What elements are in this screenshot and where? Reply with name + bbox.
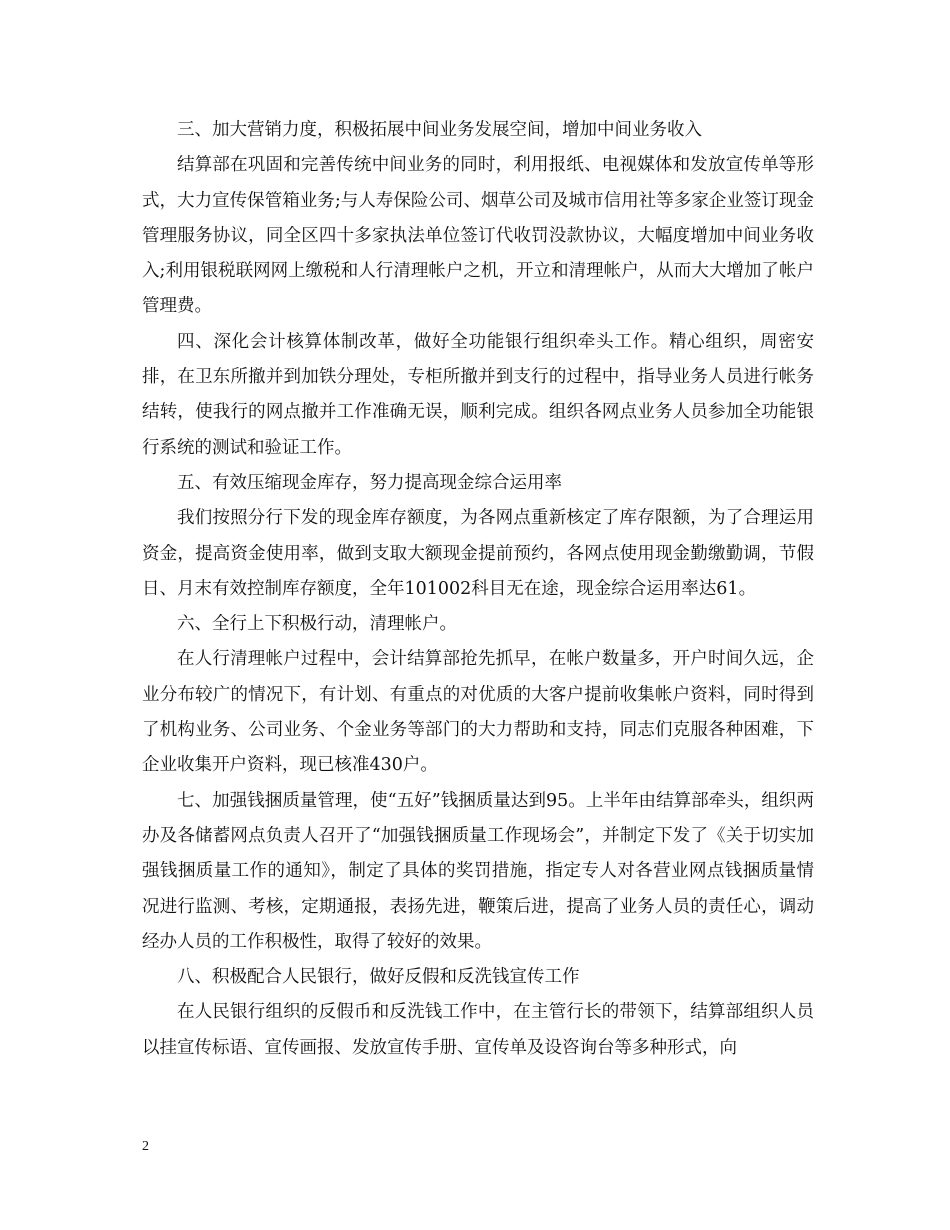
paragraph: 结算部在巩固和完善传统中间业务的同时，利用报纸、电视媒体和发放宣传单等形式，大力宣传保管箱业务;与人寿保险公司、烟草公司及城市信用社等多家企业签订现金管理服务协议，同全区四十多家执法单位签订代收罚没款协议，大幅度增加中间业务收入;利用银税联网网上缴税和人行清理帐户之机，开立和清理帐户，从而大大增加了帐户管理费。 <box>142 155 814 317</box>
paragraph: 在人行清理帐户过程中，会计结算部抢先抓早，在帐户数量多，开户时间久远，企业分布较广的情况下，有计划、有重点的对优质的大客户提前收集帐户资料，同时得到了机构业务、公司业务、个金业务等部门的大力帮助和支持，同志们克服各种困难，下企业收集开户资料，现已核准430户。 <box>142 649 814 776</box>
section-heading-6: 六、全行上下积极行动，清理帐户。 <box>177 614 457 635</box>
paragraph: 我们按照分行下发的现金库存额度，为各网点重新核定了库存限额，为了合理运用资金，提高资金使用率，做到支取大额现金提前预约，各网点使用现金勤缴勤调，节假日、月末有效控制库存额度，全年101002科目无在途，现金综合运用率达61。 <box>142 508 814 599</box>
page-number: 2 <box>142 1139 149 1154</box>
section-heading-5: 五、有效压缩现金库存，努力提高现金综合运用率 <box>177 472 562 493</box>
section-heading-8: 八、积极配合人民银行，做好反假和反洗钱宣传工作 <box>177 967 580 988</box>
section-heading-7: 七、加强钱捆质量管理，使“五好”钱捆质量达到95。上半年由结算部牵头，组织两办及各储蓄网点负责人召开了“加强钱捆质量工作现场会”，并制定下发了《关于切实加强钱捆质量工作的通知》，制定了具体的奖罚措施，指定专人对各营业网点钱捆质量情况进行监测、考核，定期通报，表扬先进，鞭策后进，提高了业务人员的责任心，调动经办人员的工作积极性，取得了较好的效果。 <box>142 790 814 952</box>
section-heading-4: 四、深化会计核算体制改革，做好全功能银行组织牵头工作。精心组织，周密安排，在卫东所撤并到加铁分理处，专柜所撤并到支行的过程中，指导业务人员进行帐务结转，使我行的网点撤并工作准确无误，顺利完成。组织各网点业务人员参加全功能银行系统的测试和验证工作。 <box>142 331 814 458</box>
paragraph: 在人民银行组织的反假币和反洗钱工作中，在主管行长的带领下，结算部组织人员以挂宣传标语、宣传画报、发放宣传手册、宣传单及设咨询台等多种形式，向 <box>142 1002 814 1058</box>
document-body <box>142 113 814 1066</box>
section-heading-3: 三、加大营销力度，积极拓展中间业务发展空间，增加中间业务收入 <box>177 120 702 140</box>
